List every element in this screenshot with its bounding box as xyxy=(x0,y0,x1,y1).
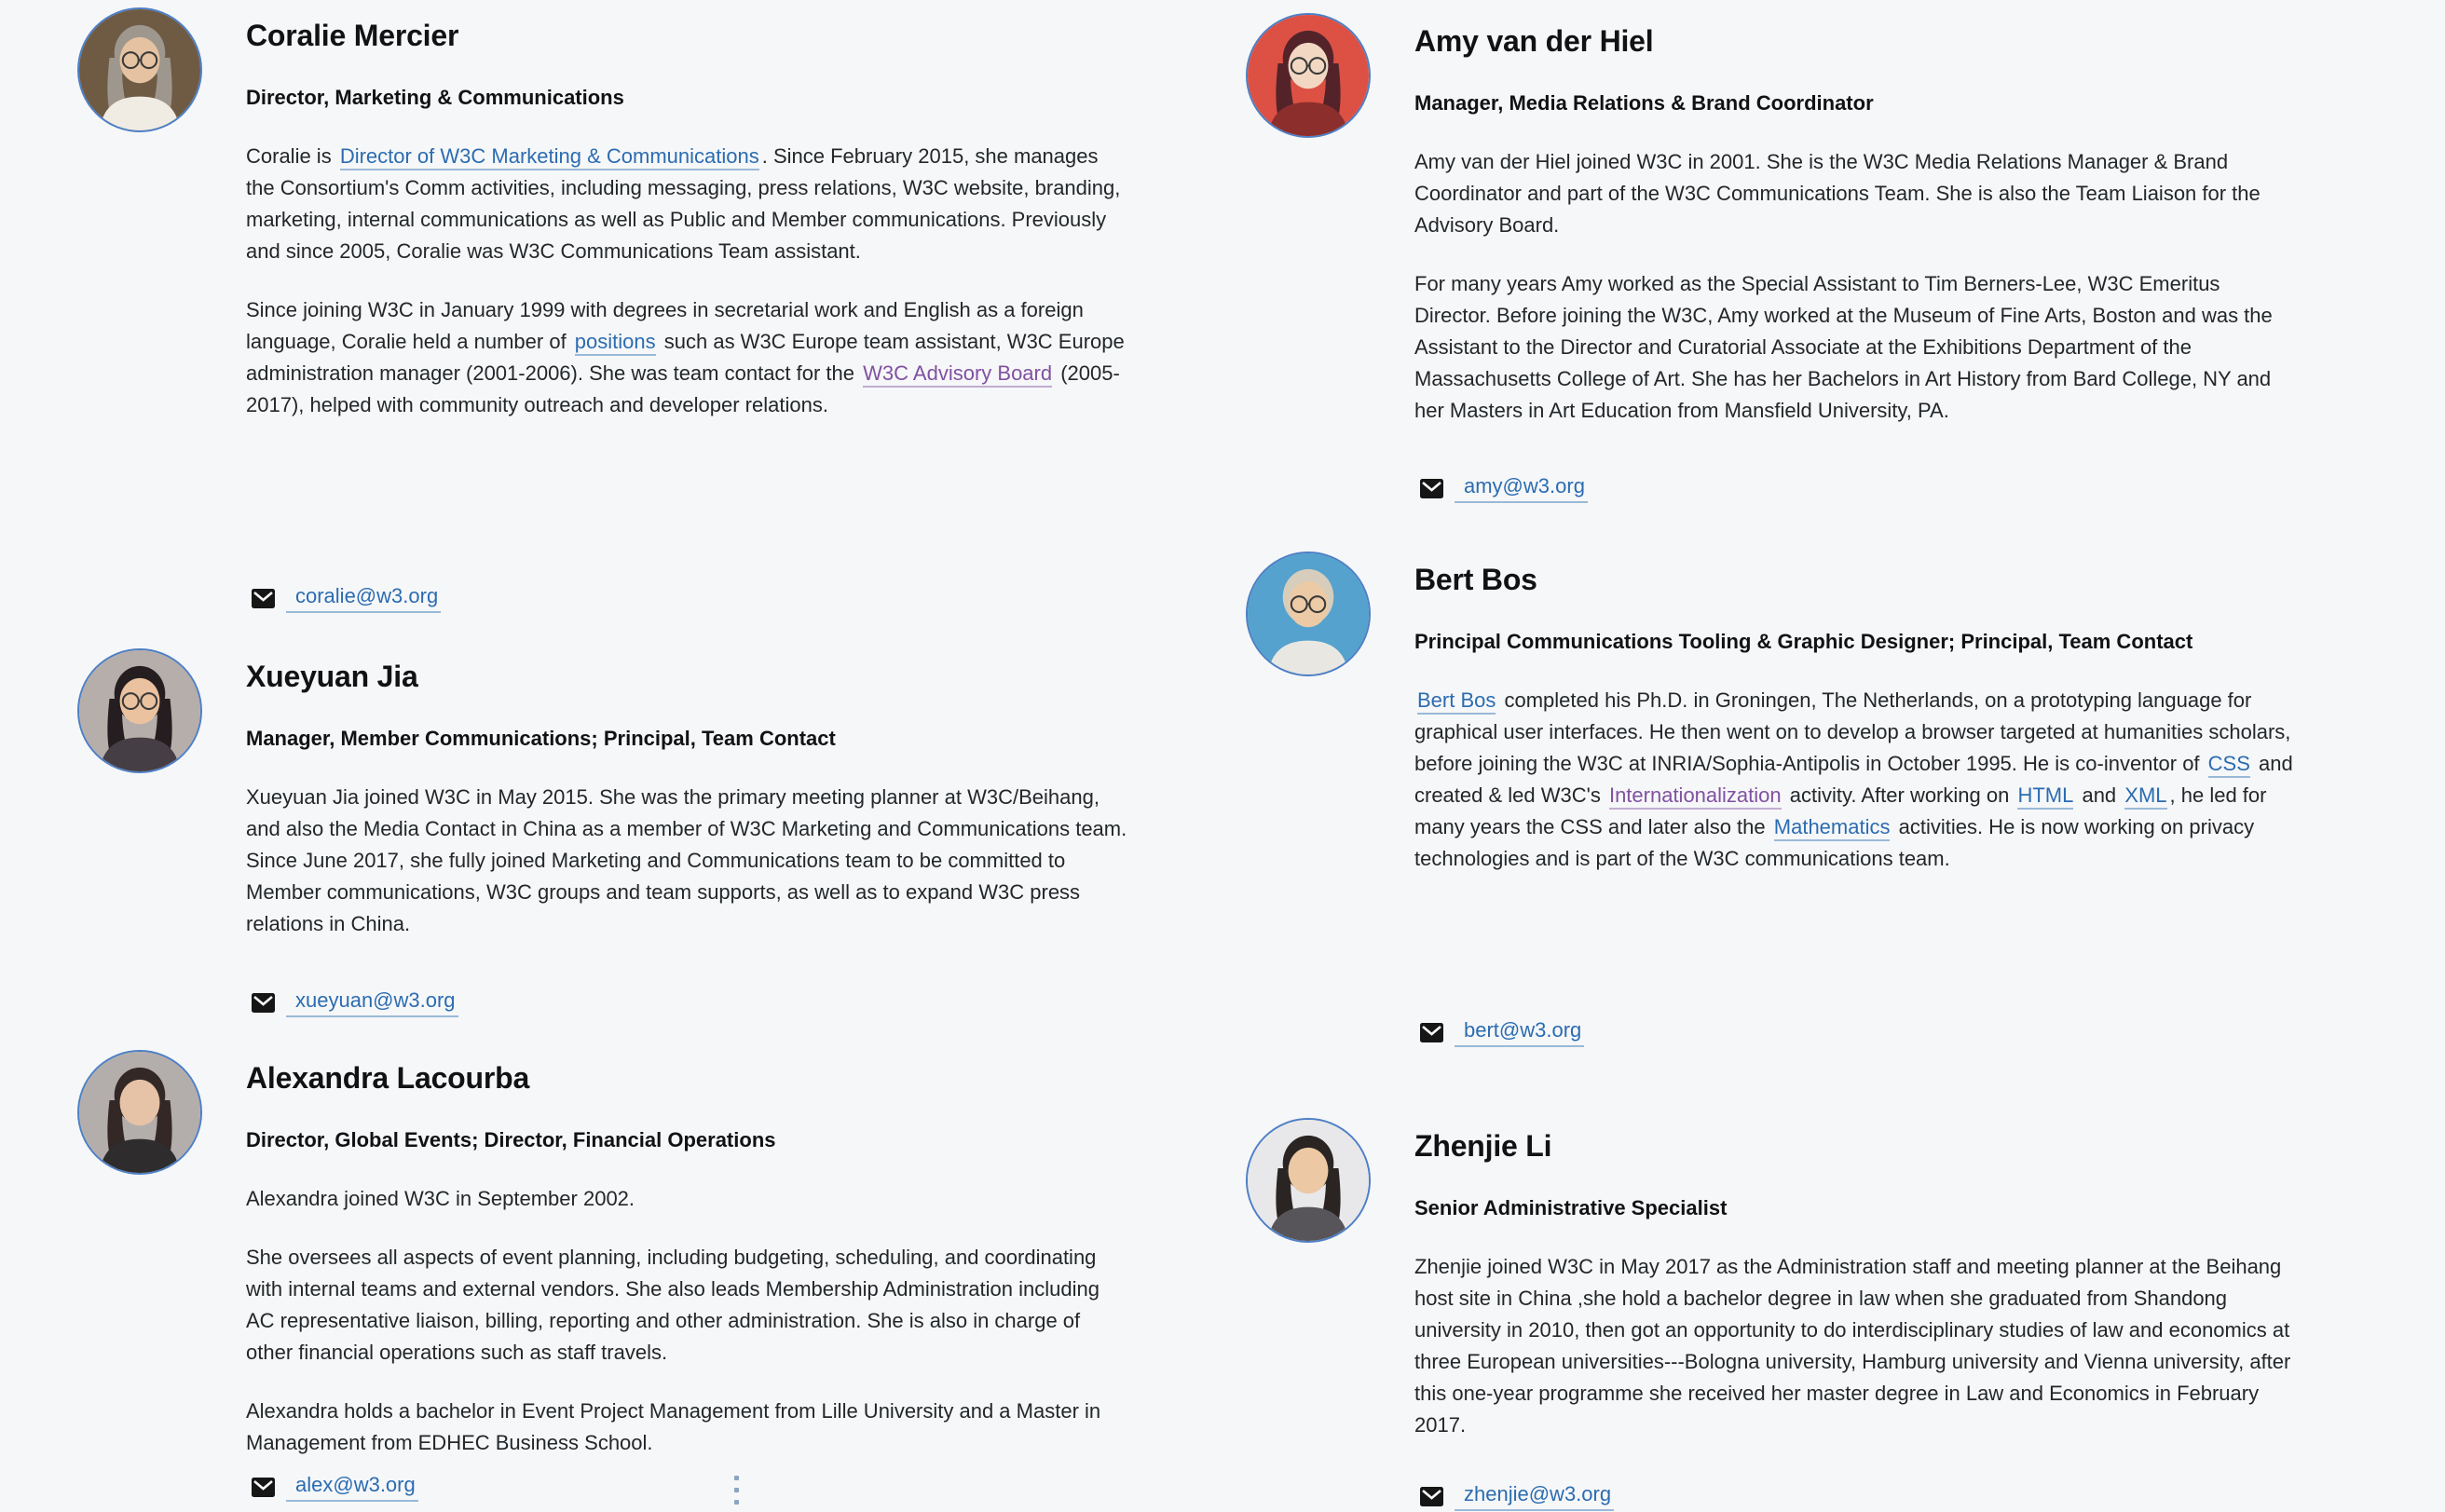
bio-paragraph: Amy van der Hiel joined W3C in 2001. She is the W3C Media Relations Manager & Brand Coordinator and part of the W3C Communications Team. She is also the Team Liaison for the Advisory Board. xyxy=(1414,150,2261,237)
bio-paragraph: Alexandra joined W3C in September 2002. xyxy=(246,1187,635,1210)
email-link[interactable]: amy@w3.org xyxy=(1455,473,1588,503)
email-link[interactable]: alex@w3.org xyxy=(286,1472,418,1502)
email-row xyxy=(1420,1481,1614,1511)
person-portrait-icon xyxy=(1248,553,1369,674)
person-role: Principal Communications Tooling & Graphic Designer; Principal, Team Contact xyxy=(1414,630,2193,653)
bio-paragraph: She oversees all aspects of event planning, including budgeting, scheduling, and coordinating with internal teams and external vendors. She also leads Membership Administration including AC representative liaison, billing, reporting and other administration. She is also in charge of other financial operations such as staff travels. xyxy=(246,1246,1100,1364)
avatar xyxy=(77,648,202,773)
email-link[interactable]: coralie@w3.org xyxy=(286,583,441,613)
avatar xyxy=(1246,1118,1371,1243)
person-bio xyxy=(1414,1251,2296,1441)
bio-paragraph: For many years Amy worked as the Special Assistant to Tim Berners-Lee, W3C Emeritus Director. Before joining the W3C, Amy worked at the Museum of Fine Arts, Boston and was the Assistant to the Director and Curatorial Associate at the Exhibitions Department of the Massachusetts College of Art. She has her Bachelors in Art History from Bard College, NY and her Masters in Art Education from Mansfield University, PA. xyxy=(1414,272,2273,422)
envelope-icon xyxy=(1420,479,1443,498)
bio-link[interactable]: Bert Bos xyxy=(1417,688,1496,715)
bio-link[interactable]: positions xyxy=(575,330,656,356)
person-name: Coralie Mercier xyxy=(246,19,459,52)
bio-link[interactable]: HTML xyxy=(2017,783,2073,810)
person-bio xyxy=(246,782,1127,940)
bio-link[interactable]: Director of W3C Marketing & Communications xyxy=(340,144,759,170)
bio-link[interactable]: W3C Advisory Board xyxy=(863,361,1052,388)
profile-card xyxy=(1245,13,2296,521)
person-portrait-icon xyxy=(79,650,200,771)
envelope-icon xyxy=(1420,1487,1443,1506)
person-role: Manager, Member Communications; Principal, Team Contact xyxy=(246,727,836,750)
email-row xyxy=(252,988,458,1017)
profile-card xyxy=(1245,1118,2296,1504)
envelope-icon xyxy=(252,1478,275,1497)
envelope-icon xyxy=(252,993,275,1013)
profile-card xyxy=(1245,552,2296,1064)
person-portrait-icon xyxy=(79,9,200,130)
avatar xyxy=(77,7,202,132)
person-bio xyxy=(246,141,1127,421)
profile-content xyxy=(246,7,1127,421)
envelope-icon xyxy=(252,589,275,608)
person-bio xyxy=(246,1183,1127,1459)
email-link[interactable]: zhenjie@w3.org xyxy=(1455,1481,1614,1511)
profile-content xyxy=(1414,1118,2296,1441)
ui-artifact-dots xyxy=(734,1476,740,1512)
email-link[interactable]: bert@w3.org xyxy=(1455,1017,1584,1047)
person-portrait-icon xyxy=(1248,15,1369,136)
bio-paragraph: Zhenjie joined W3C in May 2017 as the Administration staff and meeting planner at the Beihang host site in China ,she hold a bachelor degree in law when she graduated from Shandong university in 2010, then got an opportunity to do interdisciplinary studies of law and economics at three European universities---Bologna university, Hamburg university and Vienna university, after this one-year programme she received her master degree in Law and Economics in February 2017. xyxy=(1414,1255,2291,1437)
profile-content xyxy=(1414,13,2296,427)
email-link[interactable]: xueyuan@w3.org xyxy=(286,988,458,1017)
profile-content xyxy=(1414,552,2296,875)
email-row xyxy=(1420,1017,1584,1047)
person-role: Senior Administrative Specialist xyxy=(1414,1196,1728,1219)
person-portrait-icon xyxy=(79,1052,200,1173)
email-row xyxy=(252,583,441,613)
email-row xyxy=(252,1472,418,1502)
person-role: Manager, Media Relations & Brand Coordinator xyxy=(1414,91,1874,115)
profile-card xyxy=(76,648,1127,1034)
bio-link[interactable]: Internationalization xyxy=(1609,783,1782,810)
person-name: Zhenjie Li xyxy=(1414,1129,1552,1163)
avatar xyxy=(1246,552,1371,676)
bio-link[interactable]: CSS xyxy=(2208,752,2250,778)
person-role: Director, Marketing & Communications xyxy=(246,86,624,109)
bio-paragraph: Coralie is Director of W3C Marketing & Communications . Since February 2015, she manages the Consortium's Comm activities, including messaging, press relations, W3C website, branding, marketing, internal communications as well as Public and Member communications. Previously and since 2005, Coralie was W3C Communications Team assistant. xyxy=(246,144,1121,263)
person-bio xyxy=(1414,685,2296,875)
bio-link[interactable]: Mathematics xyxy=(1774,815,1891,841)
bio-link[interactable]: XML xyxy=(2124,783,2166,810)
person-role: Director, Global Events; Director, Financial Operations xyxy=(246,1128,776,1151)
person-bio xyxy=(1414,146,2296,427)
person-name: Xueyuan Jia xyxy=(246,660,418,693)
person-name: Bert Bos xyxy=(1414,563,1537,596)
profile-content xyxy=(246,1050,1127,1459)
profile-content xyxy=(246,648,1127,940)
avatar xyxy=(77,1050,202,1175)
avatar xyxy=(1246,13,1371,138)
bio-paragraph: Alexandra holds a bachelor in Event Project Management from Lille University and a Master in Management from EDHEC Business School. xyxy=(246,1399,1101,1454)
bio-paragraph: Xueyuan Jia joined W3C in May 2015. She was the primary meeting planner at W3C/Beihang, and also the Media Contact in China as a member of W3C Marketing and Communications team. Since June 2017, she fully joined Marketing and Communications team to be committed to Member communications, W3C groups and team supports, as well as to expand W3C press relations in China. xyxy=(246,785,1127,935)
envelope-icon xyxy=(1420,1023,1443,1042)
profile-card xyxy=(76,1050,1127,1504)
profile-card xyxy=(76,7,1127,630)
bio-paragraph: Since joining W3C in January 1999 with degrees in secretarial work and English as a foreign language, Coralie held a number of positions such as W3C Europe team assistant, W3C Europe administration manager (2001-2006). She was team contact for the W3C Advisory Board (2005-2017), helped with community outreach and developer relations. xyxy=(246,298,1125,416)
person-name: Alexandra Lacourba xyxy=(246,1061,530,1095)
person-portrait-icon xyxy=(1248,1120,1369,1241)
person-name: Amy van der Hiel xyxy=(1414,24,1654,58)
email-row xyxy=(1420,473,1588,503)
bio-paragraph: Bert Bos completed his Ph.D. in Groningen, The Netherlands, on a prototyping language for graphical user interfaces. He then went on to develop a browser targeted at humanities scholars, before joining the W3C at INRIA/Sophia-Antipolis in October 1995. He is co-inventor of CSS and created & led W3C's Internationalization activity. After working on HTML and XML , he led for many years the CSS and later also the Mathematics activities. He is now working on privacy technologies and is part of the W3C communications team. xyxy=(1414,688,2293,870)
